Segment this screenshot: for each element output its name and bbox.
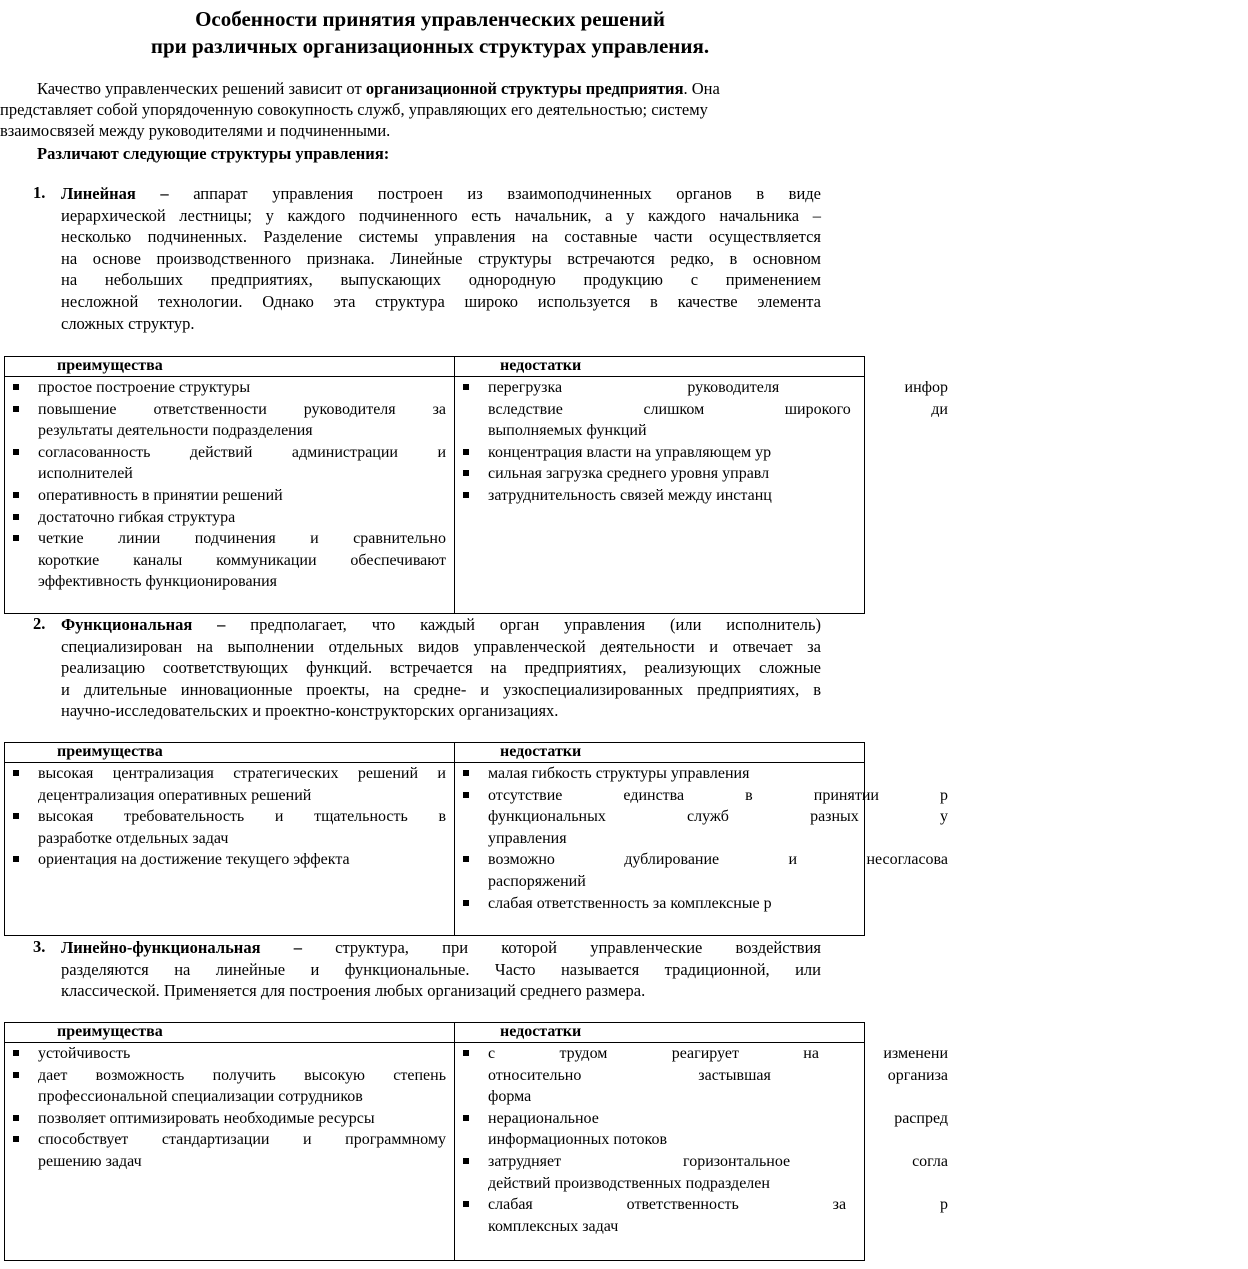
disadvantage-item bbox=[455, 763, 1248, 785]
advantage-item bbox=[5, 1043, 446, 1065]
section-text-line: иерархической лестницы; у каждого подчиненного есть начальник, а у каждого начальника – bbox=[61, 205, 821, 225]
pros-cons-table bbox=[4, 1022, 948, 1261]
bullet-icon bbox=[13, 770, 19, 776]
bullet-icon bbox=[13, 406, 19, 412]
bullet-icon bbox=[463, 1115, 469, 1121]
disadvantage-item bbox=[455, 442, 1248, 464]
advantage-text-line: способствует стандартизации и программному bbox=[38, 1131, 446, 1149]
advantage-text-line: разработке отдельных задач bbox=[38, 829, 229, 847]
section-text-line: сложных структур. bbox=[61, 313, 195, 333]
section-dash: – bbox=[260, 938, 336, 957]
structures-heading: Различают следующие структуры управления: bbox=[37, 144, 390, 163]
bullet-icon bbox=[13, 1136, 19, 1142]
bullet-icon bbox=[463, 1201, 469, 1207]
advantage-item bbox=[5, 377, 446, 399]
bullet-icon bbox=[13, 514, 19, 520]
section-dash: – bbox=[192, 615, 251, 634]
bullet-icon bbox=[13, 449, 19, 455]
section-text: предполагает, что каждый орган управления (или исполнитель) bbox=[250, 615, 821, 634]
section-number: 3. bbox=[33, 937, 46, 956]
disadvantage-text-line: малая гибкость структуры управления bbox=[488, 765, 750, 782]
intro-bold-term: организационной структуры предприятия bbox=[365, 79, 684, 98]
advantages-header: преимущества bbox=[5, 1023, 455, 1043]
advantage-item bbox=[5, 485, 446, 507]
section-text-line bbox=[61, 183, 821, 205]
disadvantage-text-line: управления bbox=[488, 829, 567, 847]
advantage-text-line: результаты деятельности подразделения bbox=[38, 422, 313, 440]
disadvantage-text-line: функциональных служб разных у bbox=[488, 808, 948, 826]
disadvantage-text-line: распоряжений bbox=[488, 872, 586, 890]
advantages-header: преимущества bbox=[5, 357, 455, 377]
section-text: структура, при которой управленческие воздействия bbox=[335, 938, 821, 957]
bullet-icon bbox=[13, 1072, 19, 1078]
section-text-line: несложной технологии. Однако эта структура широко используется в качестве элемента bbox=[61, 292, 821, 311]
section-text: аппарат управления построен из взаимоподчиненных органов в виде bbox=[193, 184, 821, 203]
disadvantages-cell bbox=[455, 1043, 948, 1261]
disadvantages-header: недостатки bbox=[455, 357, 865, 377]
section-text-line bbox=[61, 937, 821, 959]
advantage-text-line: высокая требовательность и тщательность в bbox=[38, 808, 446, 826]
advantage-item bbox=[5, 849, 446, 871]
advantage-text-line: децентрализация оперативных решений bbox=[38, 786, 312, 804]
disadvantage-text-line: комплексных задач bbox=[488, 1217, 619, 1235]
disadvantage-text-line: вследствие слишком широкого ди bbox=[488, 400, 948, 418]
section-number: 2. bbox=[33, 614, 46, 633]
advantage-text-line: четкие линии подчинения и сравнительно bbox=[38, 530, 446, 548]
section-text-line: и длительные инновационные проекты, на средне- и узкоспециализированных предприятиях, в bbox=[61, 679, 821, 699]
disadvantage-item bbox=[455, 463, 1248, 485]
section-text-line: на основе производственного признака. Линейные структуры встречаются редко, в основном bbox=[61, 248, 821, 268]
advantage-text-line: достаточно гибкая структура bbox=[38, 508, 236, 526]
disadvantage-item bbox=[455, 849, 1248, 892]
disadvantage-item bbox=[455, 893, 1248, 915]
advantage-text-line: высокая централизация стратегических решений и bbox=[38, 765, 446, 782]
pros-cons-table bbox=[4, 742, 948, 936]
bullet-icon bbox=[13, 1050, 19, 1056]
title-line-2: при различных организационных структурах управления. bbox=[150, 34, 710, 58]
advantage-item bbox=[5, 763, 446, 806]
section-text-line bbox=[61, 614, 821, 636]
title-line-1: Особенности принятия управленческих решений bbox=[195, 7, 665, 31]
advantage-item bbox=[5, 1108, 446, 1130]
disadvantage-text-line: относительно застывшая организа bbox=[488, 1066, 948, 1084]
section-name: Линейная bbox=[61, 184, 136, 203]
advantage-text-line: эффективность функционирования bbox=[38, 573, 278, 591]
disadvantage-item bbox=[455, 377, 1248, 442]
advantages-cell bbox=[5, 763, 455, 936]
advantage-text-line: позволяет оптимизировать необходимые ресурсы bbox=[38, 1109, 375, 1127]
disadvantage-item bbox=[455, 785, 1248, 850]
section-number: 1. bbox=[33, 183, 46, 202]
advantage-item bbox=[5, 399, 446, 442]
advantage-item bbox=[5, 442, 446, 485]
advantage-text-line: дает возможность получить высокую степень bbox=[38, 1066, 446, 1084]
advantage-text-line: повышение ответственности руководителя за bbox=[38, 400, 446, 418]
disadvantages-cell bbox=[455, 763, 948, 936]
section-text-line: на небольших предприятиях, выпускающих однородную продукцию с применением bbox=[61, 270, 821, 290]
advantage-item bbox=[5, 507, 446, 529]
advantage-text-line: простое построение структуры bbox=[38, 379, 251, 396]
disadvantage-text-line: информационных потоков bbox=[488, 1131, 668, 1149]
advantages-header: преимущества bbox=[5, 743, 455, 763]
advantage-text-line: решению задач bbox=[38, 1152, 142, 1170]
advantage-text-line: короткие каналы коммуникации обеспечивают bbox=[38, 551, 446, 569]
disadvantage-text-line: форма bbox=[488, 1088, 532, 1106]
advantage-text-line: исполнителей bbox=[38, 465, 133, 483]
disadvantage-item bbox=[455, 485, 1248, 507]
bullet-icon bbox=[13, 1115, 19, 1121]
bullet-icon bbox=[463, 856, 469, 862]
disadvantage-item bbox=[455, 1151, 1248, 1194]
disadvantage-text-line: слабая ответственность за комплексные р bbox=[488, 894, 772, 912]
advantage-text-line: устойчивость bbox=[38, 1045, 131, 1062]
advantage-text-line: согласованность действий администрации и bbox=[38, 443, 446, 461]
intro-line-1: Качество управленческих решений зависит от организационной структуры предприятия. Она bbox=[37, 79, 720, 98]
bullet-icon bbox=[463, 1050, 469, 1056]
advantage-text-line: профессиональной специализации сотрудников bbox=[38, 1088, 363, 1106]
disadvantage-item bbox=[455, 1108, 1248, 1151]
section-text-line: реализацию соответствующих функций. встречается на предприятиях, реализующих сложные bbox=[61, 658, 821, 678]
section-text-line: научно-исследовательских и проектно-конструкторских организациях. bbox=[61, 701, 559, 721]
bullet-icon bbox=[13, 384, 19, 390]
disadvantage-text-line: с трудом реагирует на изменени bbox=[488, 1045, 948, 1062]
section-name: Линейно-функциональная bbox=[61, 938, 261, 957]
disadvantage-text-line: выполняемых функций bbox=[488, 422, 647, 440]
bullet-icon bbox=[463, 770, 469, 776]
bullet-icon bbox=[463, 492, 469, 498]
bullet-icon bbox=[463, 449, 469, 455]
section-name: Функциональная bbox=[61, 615, 193, 634]
disadvantage-text-line: сильная загрузка среднего уровня управл bbox=[488, 465, 770, 483]
disadvantage-text-line: затрудняет горизонтальное согла bbox=[488, 1152, 948, 1170]
bullet-icon bbox=[13, 813, 19, 819]
section-text-line: специализирован на выполнении отдельных видов управленческой деятельности и отвечает за bbox=[61, 636, 821, 656]
disadvantages-header: недостатки bbox=[455, 743, 865, 763]
disadvantage-text-line: слабая ответственность за р bbox=[488, 1196, 948, 1214]
intro-line-3: взаимосвязей между руководителями и подчиненными. bbox=[0, 121, 391, 140]
section-text-line: несколько подчиненных. Разделение системы управления на составные части осуществляется bbox=[61, 227, 821, 247]
disadvantage-text-line: затруднительность связей между инстанц bbox=[488, 486, 772, 504]
bullet-icon bbox=[463, 470, 469, 476]
disadvantages-header: недостатки bbox=[455, 1023, 865, 1043]
disadvantage-item bbox=[455, 1043, 1248, 1108]
bullet-icon bbox=[463, 792, 469, 798]
disadvantage-text-line: перегрузка руководителя инфор bbox=[488, 379, 948, 396]
disadvantages-cell bbox=[455, 377, 948, 614]
disadvantage-item bbox=[455, 1194, 1248, 1237]
section-dash: – bbox=[135, 184, 194, 203]
advantage-text-line: ориентация на достижение текущего эффекта bbox=[38, 851, 350, 869]
advantages-cell bbox=[5, 377, 455, 614]
disadvantage-text-line: нерациональное распред bbox=[488, 1109, 948, 1127]
intro-line-2: представляет собой упорядоченную совокупность служб, управляющих его деятельностью; систему bbox=[0, 100, 708, 119]
bullet-icon bbox=[13, 492, 19, 498]
pros-cons-table bbox=[4, 356, 948, 614]
section-text-line: разделяются на линейные и функциональные. Часто называется традиционной, или bbox=[61, 959, 821, 979]
advantage-text-line: оперативность в принятии решений bbox=[38, 486, 283, 504]
advantages-cell bbox=[5, 1043, 455, 1261]
disadvantage-text-line: концентрация власти на управляющем ур bbox=[488, 443, 772, 461]
bullet-icon bbox=[463, 1158, 469, 1164]
advantage-item bbox=[5, 1065, 446, 1108]
bullet-icon bbox=[13, 535, 19, 541]
section-text-line: классической. Применяется для построения любых организаций среднего размера. bbox=[61, 981, 646, 1001]
disadvantage-text-line: возможно дублирование и несогласова bbox=[488, 851, 948, 869]
disadvantage-text-line: отсутствие единства в принятии р bbox=[488, 786, 948, 804]
bullet-icon bbox=[463, 900, 469, 906]
advantage-item bbox=[5, 1129, 446, 1172]
document-title bbox=[0, 6, 860, 60]
advantage-item bbox=[5, 528, 446, 593]
bullet-icon bbox=[13, 856, 19, 862]
bullet-icon bbox=[463, 384, 469, 390]
advantage-item bbox=[5, 806, 446, 849]
disadvantage-text-line: действий производственных подразделен bbox=[488, 1174, 770, 1192]
